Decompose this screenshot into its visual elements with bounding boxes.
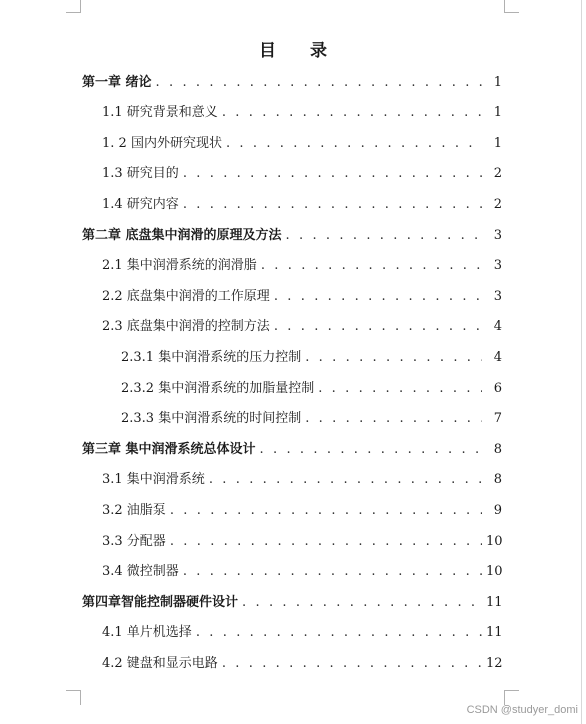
- toc-page-number: 3: [493, 227, 502, 243]
- toc-chapter-entry[interactable]: [82, 217, 502, 248]
- toc-dot-leader: [305, 350, 482, 370]
- toc-entry-label: 2.3.2 集中润滑系统的加脂量控制: [121, 380, 315, 396]
- toc-entry-label: 2.3 底盘集中润滑的控制方法: [102, 319, 270, 335]
- crop-mark-top-left: [66, 0, 81, 13]
- toc-entry-label: 2.3.1 集中润滑系统的压力控制: [121, 349, 302, 365]
- toc-section-entry[interactable]: [82, 523, 502, 554]
- toc-entry-label: 3.2 油脂泵: [102, 502, 166, 518]
- toc-section-entry[interactable]: [82, 492, 502, 523]
- watermark: CSDN @studyer_domi: [466, 704, 578, 716]
- toc-entry-label: 2.3.3 集中润滑系统的时间控制: [121, 411, 302, 427]
- toc-entry-label: 第四章智能控制器硬件设计: [82, 594, 239, 610]
- toc-entry-label: 2.2 底盘集中润滑的工作原理: [102, 288, 270, 304]
- toc-section-entry[interactable]: [82, 156, 502, 187]
- toc-section-entry[interactable]: [82, 248, 502, 279]
- toc-entry-label: 4.1 单片机选择: [102, 625, 192, 641]
- toc-entry-label: 1.4 研究内容: [102, 196, 179, 212]
- toc-section-entry[interactable]: [82, 615, 502, 646]
- toc-entry-label: 3.4 微控制器: [102, 564, 179, 580]
- toc-subsection-entry[interactable]: [82, 339, 502, 370]
- toc-entry-label: 1.3 研究目的: [102, 166, 179, 182]
- toc-dot-leader: [242, 595, 482, 615]
- toc-subsection-entry[interactable]: [82, 370, 502, 401]
- page-edge: [581, 0, 582, 724]
- toc-section-entry[interactable]: [82, 278, 502, 309]
- crop-mark-bottom-left: [66, 690, 81, 705]
- toc-chapter-entry[interactable]: [82, 64, 502, 95]
- toc-page-number: 4: [493, 319, 502, 335]
- toc-chapter-entry[interactable]: [82, 431, 502, 462]
- toc-dot-leader: [286, 228, 482, 248]
- toc-section-entry[interactable]: [82, 554, 502, 585]
- toc-dot-leader: [156, 75, 482, 95]
- toc-subsection-entry[interactable]: [82, 401, 502, 432]
- toc-page-number: 8: [493, 472, 502, 488]
- toc-page-number: 3: [493, 258, 502, 274]
- toc-entry-label: 3.3 分配器: [102, 533, 166, 549]
- toc-title: 目 录: [259, 41, 341, 61]
- crop-mark-top-right: [504, 0, 519, 13]
- toc-page-number: 6: [493, 380, 502, 396]
- toc-dot-leader: [183, 197, 482, 217]
- toc-entry-label: 1.1 研究背景和意义: [102, 105, 218, 121]
- toc-dot-leader: [222, 656, 482, 676]
- toc-dot-leader: [170, 503, 482, 523]
- toc-dot-leader: [222, 105, 482, 125]
- toc-page-number: 1: [493, 74, 502, 90]
- toc-dot-leader: [183, 564, 482, 584]
- toc-chapter-entry[interactable]: [82, 584, 502, 615]
- toc-section-entry[interactable]: [82, 186, 502, 217]
- toc-page-number: 11: [486, 594, 503, 610]
- toc-entry-label: 第三章 集中润滑系统总体设计: [82, 441, 256, 457]
- toc-page-number: 4: [493, 349, 502, 365]
- toc-dot-leader: [305, 411, 482, 431]
- toc-section-entry[interactable]: [82, 125, 502, 156]
- toc-dot-leader: [274, 289, 482, 309]
- toc-dot-leader: [274, 319, 482, 339]
- toc-entry-label: 3.1 集中润滑系统: [102, 472, 205, 488]
- toc-page-number: 3: [493, 288, 502, 304]
- toc-entry-label: 4.2 键盘和显示电路: [102, 655, 218, 671]
- toc-section-entry[interactable]: [82, 645, 502, 676]
- toc-page-number: 7: [493, 411, 502, 427]
- toc-dot-leader: [226, 136, 482, 156]
- toc-dot-leader: [196, 625, 482, 645]
- crop-mark-bottom-right: [504, 690, 519, 705]
- toc-page-number: 1: [493, 105, 502, 121]
- toc-page-number: 12: [486, 655, 503, 671]
- toc-page-number: 9: [493, 502, 502, 518]
- toc-page-number: 1: [493, 135, 502, 151]
- toc-page-number: 8: [493, 441, 502, 457]
- toc-entry-label: 第二章 底盘集中润滑的原理及方法: [82, 227, 282, 243]
- toc-dot-leader: [260, 442, 482, 462]
- table-of-contents: [82, 64, 502, 676]
- toc-page-number: 2: [493, 166, 502, 182]
- toc-entry-label: 第一章 绪论: [82, 74, 152, 90]
- toc-page-number: 11: [486, 625, 503, 641]
- toc-section-entry[interactable]: [82, 462, 502, 493]
- toc-dot-leader: [183, 166, 482, 186]
- toc-entry-label: 2.1 集中润滑系统的润滑脂: [102, 258, 257, 274]
- toc-page-number: 10: [486, 533, 503, 549]
- toc-dot-leader: [318, 381, 482, 401]
- toc-page-number: 10: [486, 564, 503, 580]
- toc-section-entry[interactable]: [82, 309, 502, 340]
- toc-dot-leader: [209, 472, 482, 492]
- toc-dot-leader: [170, 534, 482, 554]
- toc-section-entry[interactable]: [82, 95, 502, 126]
- toc-dot-leader: [261, 258, 482, 278]
- toc-entry-label: 1. 2 国内外研究现状: [102, 135, 222, 151]
- toc-page-number: 2: [493, 196, 502, 212]
